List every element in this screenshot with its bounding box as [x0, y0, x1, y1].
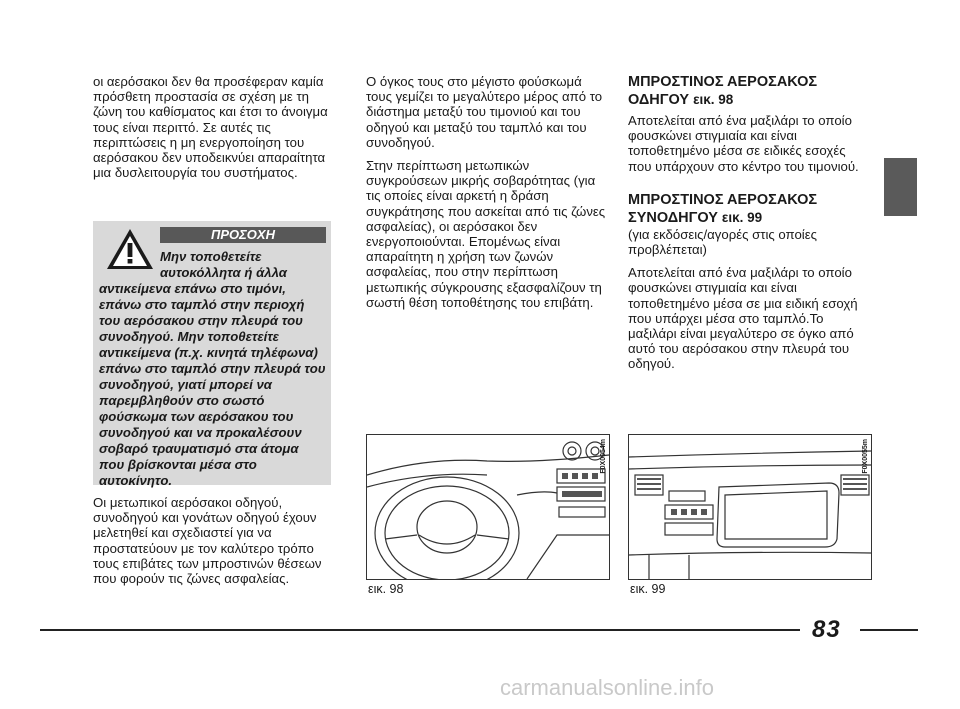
- column-left-bottom: [93, 495, 333, 594]
- heading-passenger-airbag: [628, 192, 868, 227]
- paragraph-driver-airbag: Αποτελείται από ένα μαξιλάρι το οποίο φουσκώνει στιγμιαία και είναι τοποθετημένο μέσα σε ειδικές εσοχές που υπάρχουν στο κέντρο του τιμονιού.: [628, 113, 859, 174]
- heading-driver-airbag-line2: ΟΔΗΓΟΥ: [628, 92, 690, 108]
- paragraph-front-airbags: Οι μετωπικοί αερόσακοι οδηγού, συνοδηγού και γονάτων οδηγού έχουν μελετηθεί και σχεδιαστεί για να προστατεύουν με τον καλύτερο τρόπο τους επιβάτες των μπροστινών θέσεων που φορούν τις ζώνες ασφαλείας.: [93, 495, 322, 587]
- paragraph-passenger-airbag: Αποτελείται από ένα μαξιλάρι το οποίο φουσκώνει στιγμιαία και είναι τοποθετημένο μέσα σε μια ειδική εσοχή που υπάρχει μέσα στο ταμπλό.Το μαξιλάρι είναι μεγαλύτερο σε όγκο από αυτό του αερόσακου στην πλευρά του οδηγού.: [628, 265, 858, 372]
- column-left: [93, 74, 333, 188]
- warning-line-2: αυτοκόλλητα ή άλλα: [160, 265, 287, 280]
- paragraph-airbag-no-deploy: οι αερόσακοι δεν θα προσέφεραν καμία πρόσθετη προστασία σε σχέση με τη ζώνη του καθίσματος και έτσι το άνοιγμα τους είναι περιττό. Σε αυτές τις περιπτώσεις η μη ενεργοποίηση του αερόσακου δεν υποδεικνύει απαραίτητα μια δυσλειτουργία του συστήματος.: [93, 74, 328, 181]
- heading-passenger-airbag-figref: εικ. 99: [721, 209, 763, 225]
- column-right: [628, 74, 868, 380]
- figure-99-code: F0X0055m: [862, 439, 869, 474]
- figure-99-caption: εικ. 99: [630, 582, 666, 596]
- figure-98-code: F0X0054m: [600, 439, 607, 474]
- heading-driver-airbag-line1: ΜΠΡΟΣΤΙΝΟΣ ΑΕΡΟΣΑΚΟΣ: [628, 74, 818, 90]
- steering-wheel-illustration: [367, 435, 609, 579]
- paragraph-low-severity-collisions: Στην περίπτωση μετωπικών συγκρούσεων μικρής σοβαρότητας (για τις οποίες είναι αρκετή η δράση συγκράτησης που ασκείται από τις ζώνες ασφαλείας), οι αερόσακοι δεν ενεργοποιούνται. Επομένως είναι απαραίτητη η χρήση των ζωνών ασφαλείας, που στην περίπτωση μετωπικής σύγκρουσης εξασφαλίζουν τη σωστή θέση τοποθέτησης του επιβάτη.: [366, 158, 606, 310]
- watermark: carmanualsonline.info: [500, 675, 715, 700]
- heading-passenger-airbag-line2: ΣΥΝΟΔΗΓΟΥ: [628, 209, 718, 226]
- warning-body: αντικείμενα επάνω στο τιμόνι, επάνω στο ταμπλό στην περιοχή του αερόσακου στην πλευρά του συνοδηγού. Μην τοποθετείτε αντικείμενα (π.χ. κινητά τηλέφωνα) επάνω στο ταμπλό στην πλευρά του συνοδηγού, γιατί μπορεί να παρεμβληθούν στο σωστό φούσκωμα των αερόσακου του συνοδηγού και να προκαλέσουν σοβαρό τραυματισμό στα άτομα που βρίσκονται μέσα στο αυτοκίνητο.: [99, 281, 326, 488]
- footer-rule-right: [860, 629, 918, 631]
- warning-title: ΠΡΟΣΟΧΗ: [160, 227, 326, 243]
- figure-98-caption: εικ. 98: [368, 582, 404, 596]
- passenger-airbag-note: (για εκδόσεις/αγορές στις οποίες προβλέπεται): [628, 226, 817, 258]
- section-tab: [884, 158, 917, 216]
- heading-passenger-airbag-line1: ΜΠΡΟΣΤΙΝΟΣ ΑΕΡΟΣΑΚΟΣ: [628, 191, 818, 208]
- heading-driver-airbag-figref: εικ. 98: [693, 92, 734, 107]
- figure-98: [366, 434, 610, 580]
- column-middle: [366, 74, 606, 318]
- warning-box: [93, 221, 331, 488]
- warning-text: [99, 249, 327, 489]
- paragraph-airbag-volume: Ο όγκος τους στο μέγιστο φούσκωμά τους γεμίζει το μεγαλύτερο μέρος από το διάστημα μεταξύ του τιμονιού και του οδηγού και μεταξύ του ταμπλό και του συνοδηγού.: [366, 74, 603, 150]
- dashboard-illustration: [629, 435, 871, 579]
- page-number: 83: [812, 616, 841, 643]
- warning-line-1: Μην τοποθετείτε: [160, 249, 262, 264]
- figure-99: [628, 434, 872, 580]
- footer-rule-left: [40, 629, 800, 631]
- heading-driver-airbag: [628, 74, 868, 109]
